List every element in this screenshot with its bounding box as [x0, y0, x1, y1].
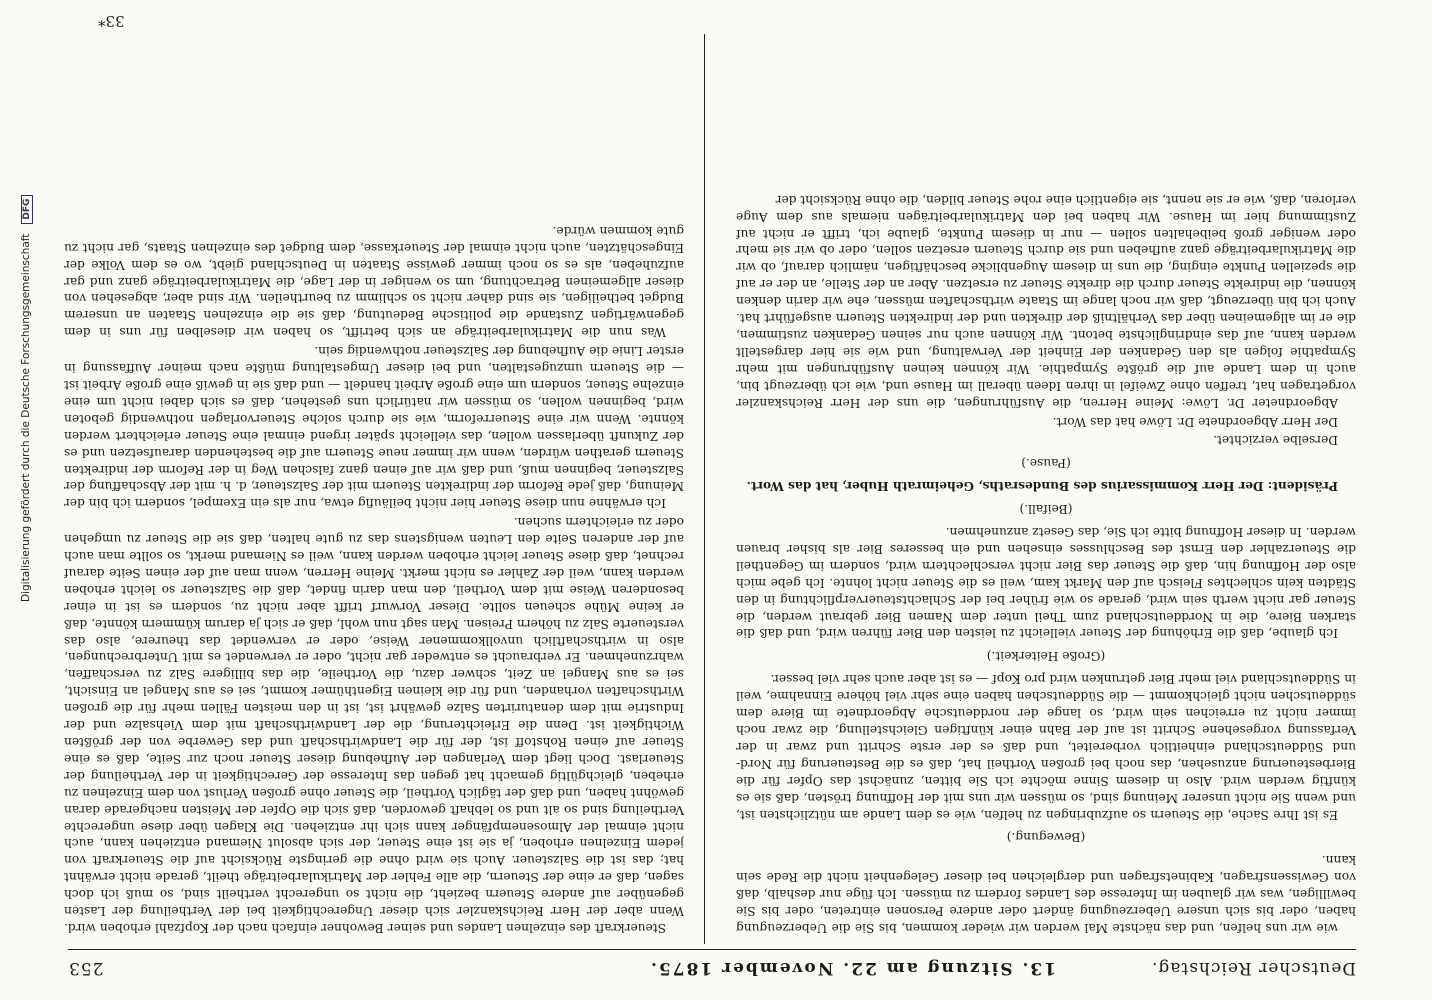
paragraph: Was nun die Matrikularbeiträge an sich betrifft, so haben wir dieselben für uns in dem gegenwärtigen Zustande die politische Bedeutung, daß sie die einzelnen Staaten an unserem Budget betheiligen, sie sind daher nicht so schlimm zu beurtheilen. Wir sind aber, abgesehen von dieser allgemeinen Betrachtung, um so weniger in der Lage, die Matrikularbeiträge ganz und gar aufzuheben, als es so noch immer gewisse Staaten in Deutschland giebt, wo es dem Volke der Eingeschätzten, auch nicht einmal der Steuerkasse, dem Budget des einzelnen Staats, gar nicht zu gute kommen würde. [64, 223, 684, 340]
signature-mark: 33* [98, 12, 125, 30]
paragraph: Der Herr Abgeordnete Dr. Löwe hat das Wort. [1052, 414, 1338, 429]
paragraph: Es ist Ihre Sache, die Steuern so aufzubringen zu helfen, wie es dem Lande am nützlichsten ist, und wenn Sie nicht unserer Meinung sind, so müssen wir uns mit der Hoffnung trösten, daß sie es künftig werden wird. Also in diesem Sinne möchte ich Sie bitten, zunächst das Opfer für die Bierbesteuerung anzusehen, das noch bei großen Vortheil hat, daß es die Besteuerung für Nord- und Süddeutschland einheitlich vorbereitet, und daß es der erste Schritt und zwar in der Verfassung vorgesehene Schritt ist auf der Bahn einer künftigen Gleichstellung, die zwar noch immer nicht zu erreichen sein wird, so lange der norddeutsche Abgeordnete im Biere dem süddeutschen nicht gleichkommt — die Süddeutschen haben eine sehr viel höhere Einnahme, weil in Süddeutschland viel mehr Bier getrunken wird pro Kopf — es ist aber auch sehr viel besser. [736, 672, 1356, 822]
header-rule [68, 949, 1356, 950]
digitization-notice-text: Digitalisierung gefördert durch die Deutsche Forschungsgemeinschaft [20, 233, 32, 602]
column-divider [704, 34, 705, 944]
dfg-logo: DFG [21, 195, 33, 224]
running-header [68, 954, 1356, 978]
left-column [736, 36, 1356, 936]
digitization-strip [0, 0, 30, 1000]
paragraph: Steuerkraft des einzelnen Landes und seiner Bewohner einfach nach der Kopfzahl erhoben wird. Wenn aber der Herr Reichskanzler sich dieser Ungerechtigkeit bei der Vertheilung der Lasten gegenüber auf andere Steuern bezieht, die nicht so ungerecht vertheilt sind, so muß ich doch sagen, daß er eine der Steuern, die alle Fehler der Matrikularbeiträge theilt, gerade nicht erwähnt hat; das ist die Salzsteuer. Auch sie wird ohne die geringste Rücksicht auf die Steuerkraft von jedem Einzelnen erhoben, ja sie ist eine Steuer, der sich absolut Niemand entziehen kann, auch nicht einmal der Almosenempfänger kann sich ihr entziehen. Die Klagen über diese ungerechte Vertheilung sind so alt und so lebhaft geworden, daß sich die Opfer der Meisten nachgerade daran gewöhnt haben, und daß der täglich Vortheil, die Steuer ohne großen Verlust von dem Einzelnen zu erheben, gleichgültig gemacht hat gegen das Interesse der Gerechtigkeit in der Vertheilung der Steuerlast. Doch liegt dem Verlangen der Aufhebung dieser Steuer noch zur Seite, daß es eine Steuer auf einen Rohstoff ist, der für die Landwirthschaft und das Gewerbe von der größten Wichtigkeit ist. Denn die Erleichterung, die der Landwirthschaft mit dem Viehsalze und der Industrie mit dem denaturirten Salze gewährt ist, ist in den meisten Fällen mehr für die großen Wirthschaften vorhanden, und für die kleinen Eigenthümer kommt, sei es aus Mangel an Einsicht, sei es aus Mangel an Zeit, schwer dazu, die Vortheile, die das billigere Salz zu verschaffen, wahrzunehmen. Er verbraucht es entweder gar nicht, oder er verwendet es mit Unterbrechungen, also in wirthschaftlich unvollkommener Weise, oder er verwendet das theurere, also das versteuerte Salz zu höhern Preisen. Man sagt nun wohl, daß er sich ja darum kümmern könnte, daß er keine Mühe scheuen sollte. Dieser Vorwurf trifft aber nicht zu, sondern es ist in einer besonderen Weise mit dem Vortheil, den man darin findet, daß die Salzsteuer so leicht erhoben werden kann, weil der Zahler es nicht merkt. Meine Herren, wenn man auf der einen Seite darauf rechnet, daß diese Steuer leicht erhoben werden kann, weil es Niemand merkt, so sollte man auch auf der anderen Seite den Leuten wenigstens das zu gute halten, daß sie die Steuer zu umgehen oder zu erleichtern suchen. [64, 515, 684, 935]
right-column [64, 36, 684, 936]
paragraph: wie wir uns helfen, und das nächste Mal werden wir wieder kommen, bis Sie die Ueberzeugung haben, oder bis sich unsere Ueberzeugung ändert oder andere Personen eintreten, oder bis Sie bewilligen, was wir glauben im Interesse des Landes fordern zu müssen. Ich füge nur deshalb, daß von Gewissensfragen, Kabinetsfragen und dergleichen bei dieser Gelegenheit nicht die Rede sein kann. [736, 853, 1356, 935]
stage-direction: (Beifall.) [1019, 502, 1073, 517]
speaker-paragraph: Präsident: Der Herr Kommissarius des Bundesraths, Geheimrath Huber, hat das Wort. [746, 479, 1338, 494]
stage-direction: (Große Heiterkeit.) [986, 649, 1106, 664]
paragraph: Derselbe verzichtet. [1213, 433, 1338, 448]
page-content [38, 6, 1396, 994]
stage-direction: (Bewegung.) [1006, 830, 1086, 845]
digitization-notice [20, 195, 33, 602]
stage-direction: (Pause.) [1021, 456, 1071, 471]
header-title: Deutscher Reichstag. [1151, 958, 1356, 978]
paragraph: Abgeordneter Dr. Löwe: Meine Herren, die Ausführungen, die uns der Herr Reichskanzler vorgetragen hat, treffen ohne Zweifel in ihren Ideen überall im Hause und, wie ich überzeugt bin, auch in dem Lande auf die größte Sympathie. Wir können keinen Ausführungen mit mehr Sympathie folgen als den Gedanken der Einheit der Verwaltung, und wie sie hier dargestellt werden kann, auf das eindringlichste betont. Wir können auch nur seinen Gedanken zustimmen, die er im allgemeinen über das Verhältniß der direkten und der indirekten Steuern ausgeführt hat. Auch ich bin überzeugt, daß wir noch lange im Staate wirthschaften müssen, ehe wir darin denken können, die indirekte Steuer durch die direkte Steuer zu ersetzen. Aber an der Stelle, an der er auf die speziellen Punkte einging, die uns in diesem Augenblicke beschäftigen, nämlich darauf, ob wir die Matrikularbeiträge ganz aufheben und sie durch Steuern ersetzen sollen, oder ob wir sie mehr oder weniger groß beibehalten sollen — nur in diesem Punkte, glaube ich, trifft er nicht auf Zustimmung hier im Hause. Wir haben bei den Matrikularbeiträgen niemals aus dem Auge verloren, daß, wie er sie nennt, sie eigentlich eine rohe Steuer bilden, die ohne Rücksicht der [736, 192, 1356, 410]
page-number: 253 [68, 958, 104, 978]
paragraph: Ich glaube, daß die Erhöhung der Steuer vielleicht zu leisten den Bier führen wird, und daß die starken Biere, die in Norddeutschland zum Theil unter dem Namen Bier gebraut werden, die Steuer gar nicht werth sein wird, gerade so wie früher bei der Schlachtsteuerverpflichtung in den Städten kein schlechtes Fleisch auf den Markt kam, weil es die Steuer nicht lohnte. Ich gebe mich also der Hoffnung hin, daß die Steuer das Bier nicht verschlechtern wird, sondern im Gegentheil die Steuerzahler den Ernst des Beschlusses einsehen und ein besseres Bier als bisher brauen werden. In dieser Hoffnung bitte ich Sie, das Gesetz anzunehmen. [736, 525, 1356, 641]
header-session: 13. Sitzung am 22. November 1875. [648, 958, 1056, 978]
paragraph: Ich erwähne nun diese Steuer hier nicht beiläufig etwa, nur als ein Exempel, sondern ich bin der Meinung, daß jede Reform der indirekten Steuern mit der Salzsteuer, d. h. mit der Abschaffung der Salzsteuer, beginnen muß, und daß wir auf einen ganz falschen Weg in der Reform der indirekten Steuern gerathen würden, wenn wir immer neue Steuern auf die bestehenden daraufsetzen und es der Zukunft überlassen wollen, das vielleicht später irgend einmal eine Steuer erleichtert werden könnte. Wenn wir eine Steuerreform, wie sie durch solche Steuervorlagen nothwendig geboten wird, beginnen wollen, so müssen wir natürlich uns gestehen, daß es sich dabei nicht um eine einzelne Steuer, sondern um eine große Arbeit handelt — und daß sie in gewiß eine große Arbeit ist — die Steuern umzugestalten, und bei dieser Umgestaltung müßte nach meiner Auffassung in erster Linie die Aufhebung der Salzsteuer nothwendig sein. [64, 344, 684, 511]
